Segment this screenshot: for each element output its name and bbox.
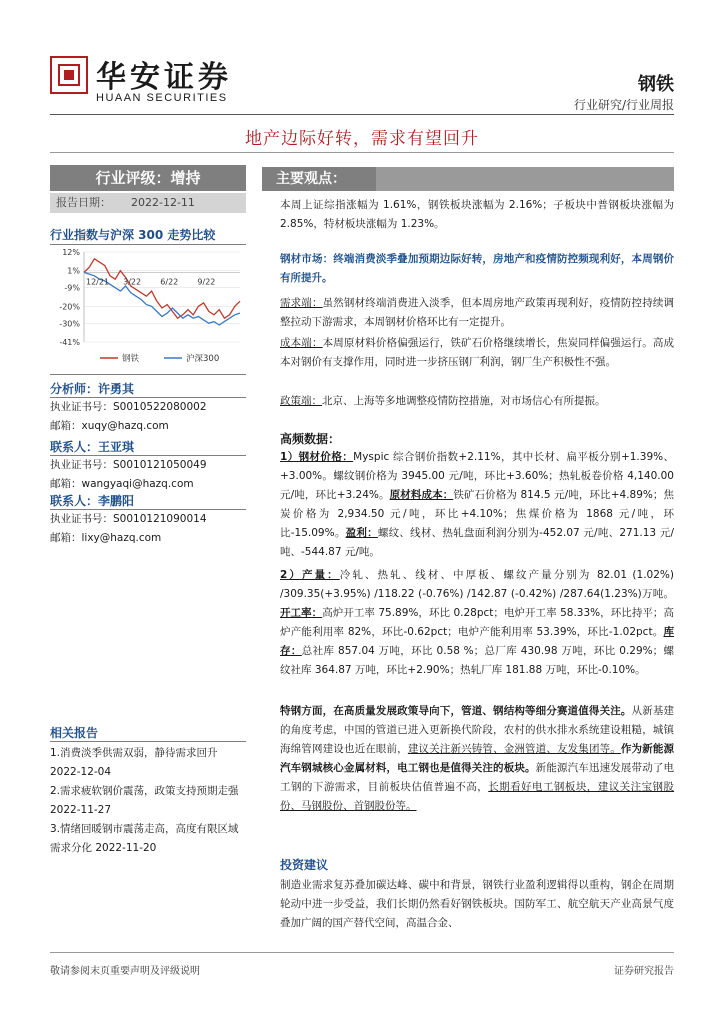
chart-x-tick-label: 6/22 xyxy=(160,277,179,287)
logo-mark xyxy=(50,56,88,94)
related-reports-list xyxy=(50,744,246,858)
profit-text: 螺纹、线材、热轧盘面利润分别为-452.07 元/吨、271.13 元/吨、-544.87 元/吨。 xyxy=(280,527,674,558)
special-steel-paragraph xyxy=(280,702,674,816)
investment-advice-text: 制造业需求复苏叠加碳达峰、碳中和背景，钢铁行业盈利逻辑得以重构，钢企在周期轮动中进一步受益，我们长期仍然看好钢铁板块。国防军工、航空航天产业高景气度叠加广阔的国产替代空间，高温合金、 xyxy=(280,879,674,929)
analyst-license: 执业证书号：S0010522080002 xyxy=(50,401,207,413)
special-steel-body: 从新基建的角度考虑，中国的管道已进入更新换代阶段，农村的供水排水系统建设粗糙，城镇海绵管网建设也近在眼前， xyxy=(280,705,675,755)
chart-legend-label: 沪深300 xyxy=(186,354,220,364)
market-summary: 本周上证综指涨幅为 1.61%，钢铁板块涨幅为 2.16%；子板块中普钢板块涨幅为 2.85%，特材板块涨幅为 1.23%。 xyxy=(280,199,674,230)
chart-y-tick-label: -20% xyxy=(59,302,80,312)
steel-price-paragraph xyxy=(280,448,674,562)
related-divider xyxy=(50,741,246,742)
chart-x-tick-label: 9/22 xyxy=(197,277,216,287)
report-type: 行业研究/行业周报 xyxy=(573,98,674,112)
logo-chinese: 华安证券 xyxy=(96,60,232,95)
footer-divider xyxy=(50,952,674,953)
steel-market-headline: 钢材市场：终端消费淡季叠加预期边际好转，房地产和疫情防控频现利好，本周钢价有所提升。 xyxy=(280,253,674,284)
raw-cost-label: 原材料成本： xyxy=(389,489,454,501)
chart-series-line xyxy=(84,259,240,318)
policy-label: 政策端： xyxy=(280,395,322,407)
contact2-info xyxy=(50,510,246,548)
output-text: 冷轧、热轧、线材、中厚板、螺纹产量分别为 82.01 (1.02%) /309.35(+3.95%) /118.22 (-0.76%) /142.87 (-0.42%) /287.64(1.23%)万吨。 xyxy=(280,569,674,600)
footer-label: 证券研究报告 xyxy=(614,966,674,977)
contact1-license: 执业证书号：S0010121050049 xyxy=(50,459,207,471)
contact1-heading: 联系人：王亚琪 xyxy=(50,440,135,454)
chart-bottom-divider xyxy=(50,374,246,375)
pipe-recommendation: 建议关注新兴铸管、金洲管道、友发集团等。 xyxy=(407,743,621,755)
policy-paragraph xyxy=(280,392,674,411)
chart-title-divider xyxy=(50,244,246,245)
date-label: 报告日期： xyxy=(56,196,111,209)
analyst-info xyxy=(50,398,246,436)
electrical-steel-recommendation: 长期看好电工钢板块，建议关注宝钢股份、马钢股份、首钢股份等。 xyxy=(280,781,675,812)
index-comparison-chart xyxy=(50,246,246,370)
related-report-item[interactable]: 1.消费淡季供需双弱，静待需求回升 2022-12-04 xyxy=(50,747,218,778)
output-label: 2）产量： xyxy=(280,569,340,581)
related-report-item[interactable]: 3.情绪回暖钢市震荡走高，高度有限区域需求分化 2022-11-20 xyxy=(50,823,239,854)
steel-price-text: Myspic 综合钢价指数+2.11%，其中长材、扁平板分别+1.39%、+3.00%。螺纹钢价格为 3945.00 元/吨，环比+3.60%；热轧板卷价格 4,140.00 元/吨，环比+3.24%。 xyxy=(280,451,675,501)
utilization-label: 开工率： xyxy=(280,607,323,619)
demand-text: 虽然钢材终端消费进入淡季，但本周房地产政策再现利好，疫情防控持续调整拉动下游需求，本周钢材价格环比有一定提升。 xyxy=(280,297,675,328)
industry-rating: 行业评级：增持 xyxy=(50,165,246,191)
cost-text: 本周原材料价格偏强运行，铁矿石价格继续增长，焦炭同样偏强运行。高成本对钢价有支撑作用，同时进一步挤压钢厂利润，钢厂生产积极性不强。 xyxy=(280,337,675,368)
chart-legend-label: 钢铁 xyxy=(122,354,140,364)
contact1-info xyxy=(50,456,246,494)
raw-cost-text: 铁矿石价格为 814.5 元/吨，环比+4.89%；焦炭价格为 2,934.50 元/吨，环比+4.10%；焦煤价格为 1868 元/吨，环比-15.09%。 xyxy=(280,489,674,539)
footer-disclaimer: 敬请参阅末页重要声明及评级说明 xyxy=(50,966,200,977)
chart-y-tick-label: -41% xyxy=(59,338,80,347)
high-frequency-heading: 高频数据： xyxy=(280,432,341,446)
chart-y-tick-label: -30% xyxy=(59,319,80,329)
report-date xyxy=(50,193,246,213)
policy-text: 北京、上海等多地调整疫情防控措施，对市场信心有所提振。 xyxy=(322,395,606,407)
inventory-text: 总社库 857.04 万吨，环比 0.58 %；总厂库 430.98 万吨，环比 0.29%；螺纹社库 364.87 万吨，环比+2.90%；热轧厂库 181.88 万吨，环比-0.10%。 xyxy=(280,645,675,676)
demand-paragraph xyxy=(280,294,674,332)
cost-paragraph xyxy=(280,334,674,372)
cost-label: 成本端： xyxy=(280,337,323,349)
title-divider xyxy=(50,152,674,153)
profit-label: 盈利： xyxy=(345,527,378,539)
contact2-email[interactable]: 邮箱：lixy@hazq.com xyxy=(50,532,162,544)
chart-x-tick-label: 12/21 xyxy=(86,277,110,287)
chart-y-tick-label: -9% xyxy=(64,283,80,293)
contact2-license: 执业证书号：S0010121090014 xyxy=(50,513,207,525)
analyst-email[interactable]: 邮箱：xuqy@hazq.com xyxy=(50,420,169,432)
investment-advice-heading: 投资建议 xyxy=(280,858,329,872)
chart-x-tick-label: 3/22 xyxy=(123,277,142,287)
header-divider xyxy=(50,114,674,115)
chart-y-tick-label: 12% xyxy=(62,248,80,257)
chart-y-tick-label: 1% xyxy=(67,266,80,276)
special-steel-lead: 特钢方面，在高质量发展政策导向下，管道、钢结构等细分赛道值得关注。 xyxy=(280,705,632,717)
contact2-heading: 联系人：李鹏阳 xyxy=(50,494,135,508)
main-views-label: 主要观点： xyxy=(262,167,376,191)
electrical-steel-lead: 作为新能源汽车钢城核心金属材料，电工钢也是值得关注的板块。 xyxy=(280,743,675,774)
steel-price-label: 1）钢材价格： xyxy=(280,451,354,463)
contact1-email[interactable]: 邮箱：wangyaqi@hazq.com xyxy=(50,478,194,490)
date-value: 2022-12-11 xyxy=(131,196,195,209)
utilization-text: 高炉开工率 75.89%，环比 0.28pct；电炉开工率 58.33%，环比持平；高炉产能利用率 82%，环比-0.62pct；电炉产能利用率 53.39%，环比-1.02pct。 xyxy=(280,607,674,638)
report-title: 地产边际好转，需求有望回升 xyxy=(245,129,479,149)
main-views-bar xyxy=(262,167,674,191)
chart-title: 行业指数与沪深 300 走势比较 xyxy=(50,228,216,242)
output-paragraph xyxy=(280,566,674,680)
analyst-heading: 分析师：许勇其 xyxy=(50,382,135,396)
industry-name: 钢铁 xyxy=(638,74,674,95)
related-report-item[interactable]: 2.需求疲软钢价震荡，政策支持预期走强 2022-11-27 xyxy=(50,785,239,816)
related-reports-heading: 相关报告 xyxy=(50,726,99,740)
inventory-label: 库存： xyxy=(280,626,674,657)
logo-english: HUAAN SECURITIES xyxy=(96,92,228,104)
electrical-steel-body: 新能源汽车迅速发展带动了电工钢的下游需求，目前板块估值普遍不高， xyxy=(280,762,675,793)
demand-label: 需求端： xyxy=(280,297,323,309)
